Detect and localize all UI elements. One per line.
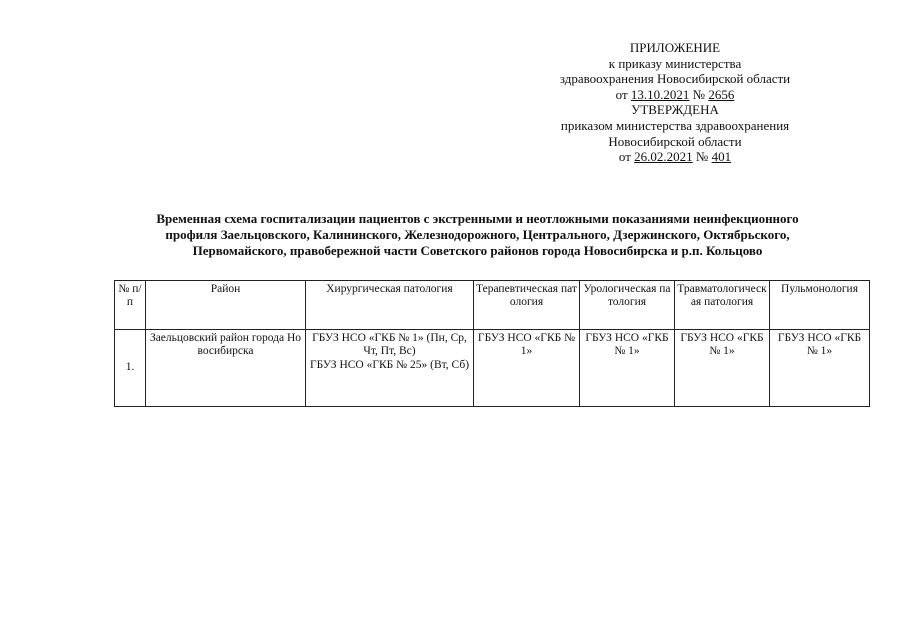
col-header-trauma: Травматологическая патология [675, 281, 770, 330]
header-approved-order-line [520, 149, 830, 165]
title-line-2: профиля Заельцовского, Калининского, Железнодорожного, Центрального, Дзержинского, Октябрьского, [165, 227, 790, 242]
approved-number: 401 [711, 149, 732, 165]
cell-therapy: ГБУЗ НСО «ГКБ № 1» [474, 330, 580, 407]
approved-number-sign: № [695, 149, 709, 165]
col-header-urology: Урологическая патология [580, 281, 675, 330]
hospitalization-table [114, 280, 870, 407]
title-line-1: Временная схема госпитализации пациентов с экстренными и неотложными показаниями неинфекционного [156, 211, 799, 226]
cell-surgery [306, 330, 474, 407]
table-header-row [115, 281, 870, 330]
surgery-hospital-2: ГБУЗ НСО «ГКБ № 25» (Вт, Сб) [309, 358, 470, 371]
cell-trauma: ГБУЗ НСО «ГКБ № 1» [675, 330, 770, 407]
cell-district: Заельцовский район города Новосибирска [146, 330, 306, 407]
order-prefix: от [615, 86, 628, 102]
order-number-sign: № [692, 86, 706, 102]
col-header-district: Район [146, 281, 306, 330]
header-appendix: ПРИЛОЖЕНИЕ [629, 40, 721, 55]
header-approved: УТВЕРЖДЕНА [631, 102, 719, 118]
approved-date: 26.02.2021 [634, 149, 693, 165]
header-to-order: к приказу министерства [608, 55, 742, 71]
header-approved-by: приказом министерства здравоохранения [560, 117, 790, 133]
title-line-3: Первомайского, правобережной части Советского районов города Новосибирска и р.п. Кольцово [192, 243, 763, 258]
document-title [95, 211, 860, 259]
approval-header [520, 40, 830, 165]
col-header-surgery: Хирургическая патология [306, 281, 474, 330]
surgery-hospital-1: ГБУЗ НСО «ГКБ № 1» (Пн, Ср, Чт, Пт, Вс) [312, 332, 467, 358]
header-ministry: здравоохранения Новосибирской области [559, 71, 791, 87]
col-header-therapy: Терапевтическая патология [474, 281, 580, 330]
cell-number: 1. [115, 330, 146, 407]
cell-pulmonology: ГБУЗ НСО «ГКБ № 1» [770, 330, 870, 407]
col-header-number: № п/п [115, 281, 146, 330]
cell-urology: ГБУЗ НСО «ГКБ № 1» [580, 330, 675, 407]
approved-prefix: от [618, 149, 631, 165]
table-row [115, 330, 870, 407]
order-date: 13.10.2021 [630, 86, 690, 102]
order-number: 2656 [708, 86, 735, 102]
header-approved-region: Новосибирской области [608, 133, 742, 149]
header-order-line [520, 87, 830, 103]
col-header-pulmonology: Пульмонология [770, 281, 870, 330]
